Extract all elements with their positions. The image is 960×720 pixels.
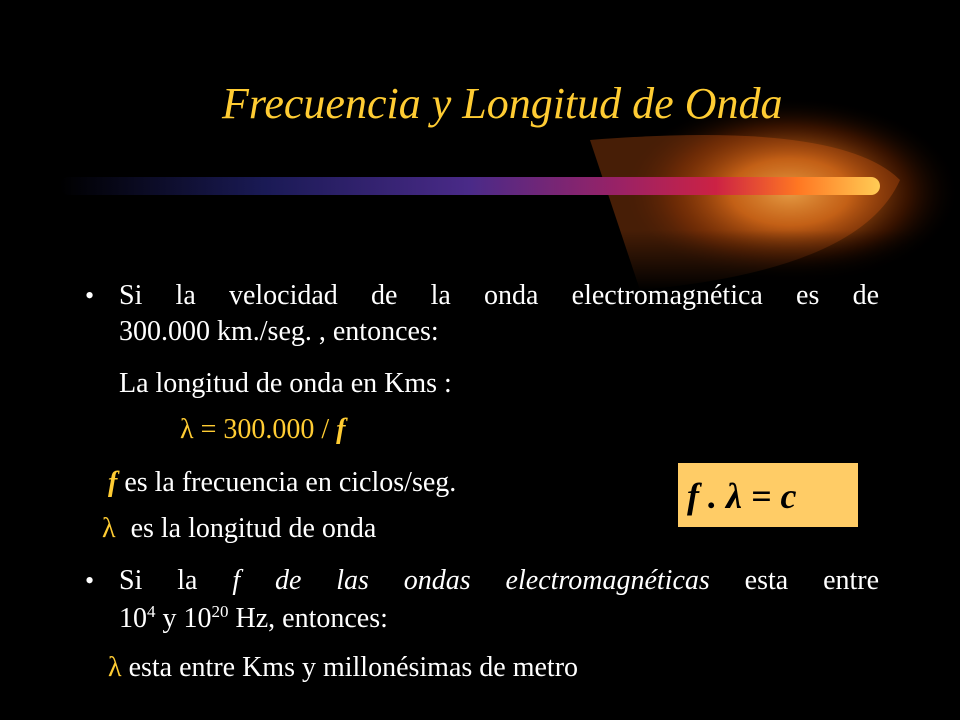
- lambda-symbol-3: λ: [108, 652, 122, 683]
- bullet2-suffix: esta entre: [744, 565, 880, 596]
- bullet1-line2: 300.000 km./seg. , entonces:: [119, 316, 439, 347]
- formula-text: f . λ = c: [687, 476, 797, 516]
- bullet-dot: •: [85, 281, 95, 310]
- lambda-symbol-2: λ: [102, 513, 116, 544]
- bullet-dot-2: •: [85, 566, 95, 595]
- equation-f: f: [336, 414, 346, 445]
- equation-value: = 300.000 /: [200, 414, 330, 445]
- f-symbol: f: [108, 467, 118, 498]
- longitud-line: La longitud de onda en Kms :: [119, 368, 452, 399]
- f-description: es la frecuencia en ciclos/seg.: [124, 467, 457, 498]
- bullet2-line1: [119, 565, 879, 597]
- f-definition: [108, 467, 456, 499]
- lambda-equation: [180, 414, 345, 446]
- final-text: esta entre Kms y millonésimas de metro: [128, 652, 579, 683]
- range-exp-2: 20: [211, 602, 229, 621]
- range-exp-1: 4: [147, 602, 156, 621]
- range-base-1: 10: [119, 603, 147, 634]
- bullet1-line1: Si la velocidad de la onda electromagnética es de: [119, 280, 879, 311]
- swoosh-bar: [60, 177, 880, 195]
- bullet2-line2: [119, 603, 388, 638]
- bullet2-prefix: Si la: [119, 565, 198, 596]
- bullet2-italic: f de las ondas electromagnéticas: [232, 565, 710, 596]
- range-mid: y 10: [162, 603, 212, 634]
- lambda-symbol: λ: [180, 414, 194, 445]
- slide-title: Frecuencia y Longitud de Onda: [222, 79, 783, 128]
- final-line: [108, 652, 578, 684]
- lambda-definition: [102, 513, 376, 545]
- lambda-description: es la longitud de onda: [130, 513, 377, 544]
- range-end: Hz, entonces:: [235, 603, 388, 634]
